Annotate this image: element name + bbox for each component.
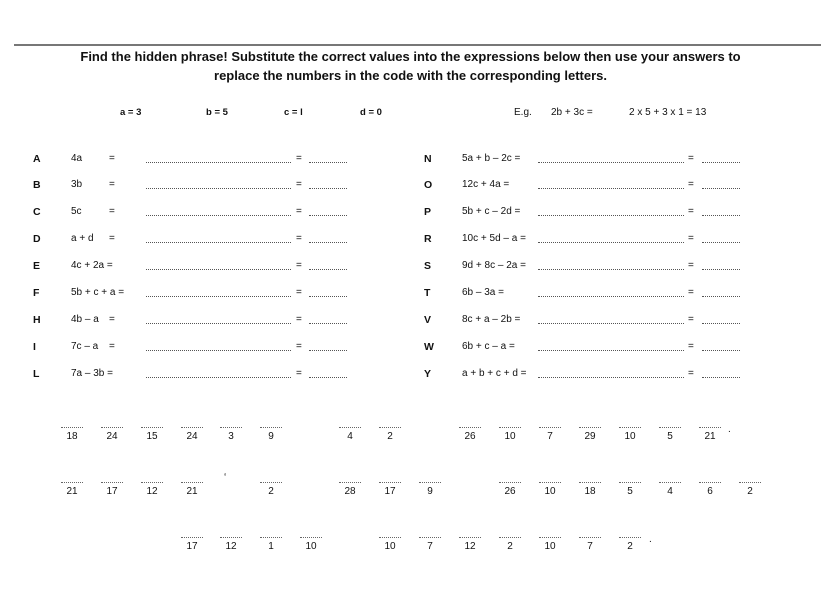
code-number — [575, 482, 605, 497]
code-value: 21 — [66, 486, 78, 497]
row-letter: C — [33, 206, 41, 218]
row-expression: 5b + c + a = — [71, 287, 125, 298]
code-value: 15 — [146, 431, 158, 442]
code-value: 9 — [268, 431, 274, 442]
example-label: E.g. — [514, 107, 532, 118]
code-number — [495, 537, 525, 552]
answer-blank[interactable] — [702, 296, 740, 297]
code-value: 1 — [268, 541, 274, 552]
code-value: 24 — [106, 431, 118, 442]
row-expression: 3b — [71, 179, 83, 190]
row-equals: = — [109, 206, 115, 217]
working-blank[interactable] — [146, 377, 291, 378]
row-expression: 4a — [71, 153, 83, 164]
letter-blank[interactable] — [339, 427, 361, 428]
instructions-line-2: replace the numbers in the code with the corresponding letters. — [214, 68, 607, 83]
expression-row — [424, 153, 754, 167]
answer-blank[interactable] — [309, 377, 347, 378]
letter-blank[interactable] — [539, 427, 561, 428]
working-blank[interactable] — [538, 296, 684, 297]
code-value: 17 — [106, 486, 118, 497]
letter-blank[interactable] — [539, 482, 561, 483]
letter-blank[interactable] — [619, 482, 641, 483]
working-blank[interactable] — [146, 162, 291, 163]
code-number — [495, 427, 525, 442]
row-expression: 8c + a – 2b = — [462, 314, 521, 325]
code-value: 9 — [427, 486, 433, 497]
row-equals: = — [109, 179, 115, 190]
expression-row — [424, 287, 754, 301]
row-letter: T — [424, 287, 431, 299]
letter-blank[interactable] — [260, 427, 282, 428]
letter-blank[interactable] — [260, 482, 282, 483]
letter-blank[interactable] — [181, 537, 203, 538]
code-value: 2 — [507, 541, 513, 552]
answer-equals: = — [296, 233, 302, 244]
code-value: 18 — [584, 486, 596, 497]
code-number — [57, 482, 87, 497]
answer-equals: = — [688, 179, 694, 190]
expression-row — [33, 233, 363, 247]
code-value: 10 — [504, 431, 516, 442]
code-number — [535, 537, 565, 552]
code-value: 5 — [667, 431, 673, 442]
letter-blank[interactable] — [699, 427, 721, 428]
code-value: 2 — [627, 541, 633, 552]
working-blank[interactable] — [146, 350, 291, 351]
row-letter: D — [33, 233, 41, 245]
letter-blank[interactable] — [499, 427, 521, 428]
letter-blank[interactable] — [101, 482, 123, 483]
code-value: 2 — [387, 431, 393, 442]
letter-blank[interactable] — [339, 482, 361, 483]
code-value: 3 — [228, 431, 234, 442]
example-working: 2 x 5 + 3 x 1 = 13 — [629, 107, 707, 118]
letter-blank[interactable] — [419, 537, 441, 538]
letter-blank[interactable] — [459, 537, 481, 538]
working-blank[interactable] — [538, 188, 684, 189]
code-value: 10 — [305, 541, 317, 552]
row-letter: I — [33, 341, 36, 353]
row-expression: 6b – 3a = — [462, 287, 504, 298]
row-letter: B — [33, 179, 41, 191]
code-number — [177, 537, 207, 552]
letter-blank[interactable] — [220, 537, 242, 538]
letter-blank[interactable] — [141, 482, 163, 483]
row-expression: 5c — [71, 206, 82, 217]
code-number — [615, 537, 645, 552]
working-blank[interactable] — [538, 215, 684, 216]
answer-blank[interactable] — [309, 296, 347, 297]
row-expression: 10c + 5d – a = — [462, 233, 526, 244]
row-letter: R — [424, 233, 432, 245]
code-number — [375, 537, 405, 552]
variable-c: c = l — [284, 107, 303, 118]
letter-blank[interactable] — [379, 482, 401, 483]
working-blank[interactable] — [538, 162, 684, 163]
expression-row — [424, 314, 754, 328]
answer-blank[interactable] — [309, 242, 347, 243]
letter-blank[interactable] — [379, 537, 401, 538]
code-value: 7 — [427, 541, 433, 552]
answer-equals: = — [688, 341, 694, 352]
answer-equals: = — [688, 153, 694, 164]
code-number — [97, 427, 127, 442]
expression-row — [33, 260, 363, 274]
row-expression: 4b – a — [71, 314, 99, 325]
instructions-line-1: Find the hidden phrase! Substitute the correct values into the expressions below then use your answers to — [80, 49, 741, 64]
answer-blank[interactable] — [702, 323, 740, 324]
answer-equals: = — [688, 287, 694, 298]
code-value: 21 — [704, 431, 716, 442]
row-expression: 5b + c – 2d = — [462, 206, 521, 217]
code-number — [695, 482, 725, 497]
code-value: 10 — [544, 541, 556, 552]
answer-blank[interactable] — [309, 162, 347, 163]
row-expression: a + b + c + d = — [462, 368, 527, 379]
code-number — [455, 537, 485, 552]
row-expression: a + d — [71, 233, 94, 244]
letter-blank[interactable] — [260, 537, 282, 538]
expression-row — [33, 287, 363, 301]
answer-equals: = — [296, 314, 302, 325]
expression-row — [33, 153, 363, 167]
code-number — [375, 427, 405, 442]
working-blank[interactable] — [538, 323, 684, 324]
letter-blank[interactable] — [61, 427, 83, 428]
answer-blank[interactable] — [702, 377, 740, 378]
row-letter: S — [424, 260, 432, 272]
working-blank[interactable] — [146, 323, 291, 324]
row-letter: P — [424, 206, 432, 218]
answer-equals: = — [688, 233, 694, 244]
code-number — [495, 482, 525, 497]
code-number — [655, 482, 685, 497]
answer-equals: = — [296, 341, 302, 352]
answer-equals: = — [296, 260, 302, 271]
answer-blank[interactable] — [702, 162, 740, 163]
answer-equals: = — [688, 206, 694, 217]
expression-row — [424, 233, 754, 247]
code-number — [615, 482, 645, 497]
row-equals: = — [109, 153, 115, 164]
letter-blank[interactable] — [619, 427, 641, 428]
code-number — [296, 537, 326, 552]
row-expression: 5a + b – 2c = — [462, 153, 521, 164]
row-letter: L — [33, 368, 40, 380]
code-value: 12 — [225, 541, 237, 552]
code-value: 10 — [544, 486, 556, 497]
code-number — [335, 427, 365, 442]
letter-blank[interactable] — [739, 482, 761, 483]
letter-blank[interactable] — [499, 482, 521, 483]
row-letter: F — [33, 287, 40, 299]
code-value: 29 — [584, 431, 596, 442]
row-equals: = — [109, 314, 115, 325]
code-number — [97, 482, 127, 497]
top-rule — [14, 44, 821, 46]
answer-blank[interactable] — [309, 269, 347, 270]
letter-blank[interactable] — [101, 427, 123, 428]
letter-blank[interactable] — [61, 482, 83, 483]
letter-blank[interactable] — [539, 537, 561, 538]
answer-blank[interactable] — [702, 350, 740, 351]
working-blank[interactable] — [538, 242, 684, 243]
letter-blank[interactable] — [419, 482, 441, 483]
answer-equals: = — [296, 179, 302, 190]
code-number — [57, 427, 87, 442]
answer-blank[interactable] — [702, 242, 740, 243]
working-blank[interactable] — [146, 296, 291, 297]
row-expression: 6b + c – a = — [462, 341, 515, 352]
expression-row — [33, 341, 363, 355]
working-blank[interactable] — [538, 269, 684, 270]
example-expression: 2b + 3c = — [551, 107, 593, 118]
code-value: 4 — [347, 431, 353, 442]
letter-blank[interactable] — [579, 537, 601, 538]
apostrophe-mark: ‘ — [224, 472, 227, 483]
answer-blank[interactable] — [309, 323, 347, 324]
answer-blank[interactable] — [702, 215, 740, 216]
expression-row — [33, 314, 363, 328]
letter-blank[interactable] — [499, 537, 521, 538]
letter-blank[interactable] — [659, 427, 681, 428]
code-number — [455, 427, 485, 442]
code-value: 10 — [384, 541, 396, 552]
answer-blank[interactable] — [309, 350, 347, 351]
code-number — [137, 427, 167, 442]
expression-row — [33, 206, 363, 220]
letter-blank[interactable] — [459, 427, 481, 428]
code-number — [256, 482, 286, 497]
code-number — [415, 482, 445, 497]
code-number — [177, 482, 207, 497]
letter-blank[interactable] — [300, 537, 322, 538]
row-expression: 12c + 4a = — [462, 179, 510, 190]
answer-equals: = — [296, 368, 302, 379]
working-blank[interactable] — [146, 215, 291, 216]
expression-row — [424, 260, 754, 274]
working-blank[interactable] — [146, 242, 291, 243]
code-value: 26 — [464, 431, 476, 442]
working-blank[interactable] — [538, 377, 684, 378]
row-letter: Y — [424, 368, 432, 380]
code-number — [335, 482, 365, 497]
expression-row — [33, 368, 363, 382]
letter-blank[interactable] — [181, 482, 203, 483]
code-number — [575, 427, 605, 442]
expression-row — [424, 179, 754, 193]
code-value: 12 — [146, 486, 158, 497]
working-blank[interactable] — [538, 350, 684, 351]
variable-a: a = 3 — [120, 107, 142, 118]
expression-row — [424, 341, 754, 355]
code-number — [415, 537, 445, 552]
row-letter: H — [33, 314, 41, 326]
code-number — [535, 427, 565, 442]
code-value: 21 — [186, 486, 198, 497]
answer-equals: = — [296, 206, 302, 217]
variable-b: b = 5 — [206, 107, 228, 118]
code-value: 26 — [504, 486, 516, 497]
row-letter: V — [424, 314, 432, 326]
answer-blank[interactable] — [702, 269, 740, 270]
answer-blank[interactable] — [702, 188, 740, 189]
code-value: 6 — [707, 486, 713, 497]
expression-row — [424, 368, 754, 382]
letter-blank[interactable] — [181, 427, 203, 428]
code-value: 7 — [547, 431, 553, 442]
code-value: 7 — [587, 541, 593, 552]
code-value: 4 — [667, 486, 673, 497]
code-number — [137, 482, 167, 497]
code-value: 2 — [268, 486, 274, 497]
code-number — [375, 482, 405, 497]
letter-blank[interactable] — [659, 482, 681, 483]
expression-row — [424, 206, 754, 220]
working-blank[interactable] — [146, 269, 291, 270]
code-value: 12 — [464, 541, 476, 552]
letter-blank[interactable] — [141, 427, 163, 428]
period-mark: . — [649, 534, 652, 545]
row-expression: 7a – 3b = — [71, 368, 113, 379]
row-expression: 4c + 2a = — [71, 260, 113, 271]
answer-equals: = — [688, 260, 694, 271]
code-value: 28 — [344, 486, 356, 497]
code-number — [575, 537, 605, 552]
answer-equals: = — [688, 368, 694, 379]
code-number — [615, 427, 645, 442]
code-number — [535, 482, 565, 497]
code-value: 24 — [186, 431, 198, 442]
row-letter: W — [424, 341, 434, 353]
code-value: 17 — [186, 541, 198, 552]
working-blank[interactable] — [146, 188, 291, 189]
code-value: 18 — [66, 431, 78, 442]
letter-blank[interactable] — [379, 427, 401, 428]
letter-blank[interactable] — [579, 427, 601, 428]
answer-equals: = — [688, 314, 694, 325]
code-number — [695, 427, 725, 442]
row-letter: O — [424, 179, 433, 191]
answer-equals: = — [296, 153, 302, 164]
row-letter: A — [33, 153, 41, 165]
code-number — [256, 427, 286, 442]
answer-blank[interactable] — [309, 188, 347, 189]
code-number — [177, 427, 207, 442]
letter-blank[interactable] — [220, 427, 242, 428]
row-equals: = — [109, 341, 115, 352]
code-number — [655, 427, 685, 442]
code-value: 5 — [627, 486, 633, 497]
row-expression: 9d + 8c – 2a = — [462, 260, 526, 271]
letter-blank[interactable] — [619, 537, 641, 538]
answer-blank[interactable] — [309, 215, 347, 216]
variable-d: d = 0 — [360, 107, 382, 118]
code-value: 10 — [624, 431, 636, 442]
expression-row — [33, 179, 363, 193]
row-expression: 7c – a — [71, 341, 99, 352]
letter-blank[interactable] — [579, 482, 601, 483]
answer-equals: = — [296, 287, 302, 298]
row-letter: E — [33, 260, 41, 272]
code-number — [216, 427, 246, 442]
code-value: 2 — [747, 486, 753, 497]
letter-blank[interactable] — [699, 482, 721, 483]
period-mark: . — [728, 424, 731, 435]
code-value: 17 — [384, 486, 396, 497]
code-number — [256, 537, 286, 552]
code-number — [735, 482, 765, 497]
code-number — [216, 537, 246, 552]
row-letter: N — [424, 153, 432, 165]
row-equals: = — [109, 233, 115, 244]
